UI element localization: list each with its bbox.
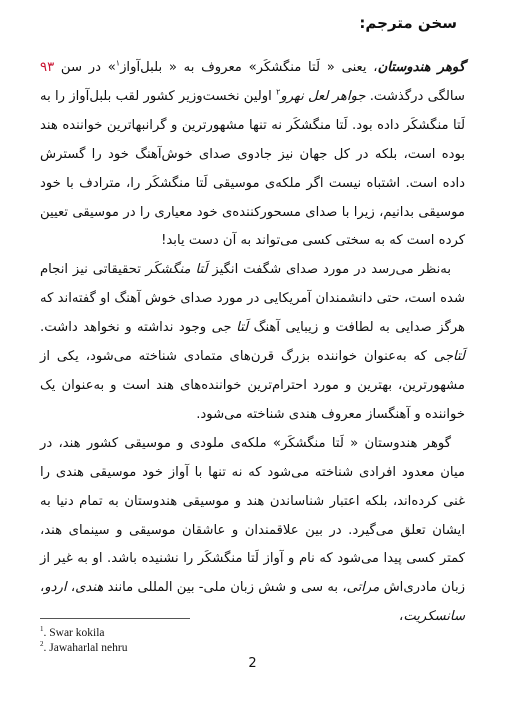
paragraph-1: گوهر هندوستان، یعنی « لَتا منگشکَر» معروف به « بلبل‌آواز$^۱$» در سن ۹۳ سالگی درگذشت. جواهر لعل نهرو$^۲$ اولین نخست‌وزیر کشور لقب بلبل‌آواز را به لَتا منگشکَر داده بود. لَتا منگشکَر نه تنها مشهورترین و گرانبهاترین خواننده هند بوده است، بلکه در کل جهان نیز جادوی صدای خوش‌آهنگ خود را گسترش داده است. اشتباه نیست اگر ملکه‌ی موسیقی لَتا منگشکَر را، مترادف با خود موسیقی بدانیم، زیرا با صدای مسحورکننده‌ی خود معیاری را در موسیقی تعیین کرده است که به سختی کسی می‌تواند به آن دست یابد! [40, 58, 465, 249]
language-hindi: هندی [75, 580, 104, 596]
lataji-name: لَتا جی [211, 320, 249, 336]
page-number: 2 [248, 656, 257, 671]
lata-name: لَتا منگشکَر [145, 262, 208, 278]
section-heading: سخن مترجم: [359, 14, 457, 32]
footnote-divider [40, 618, 190, 619]
paragraph-3: گوهر هندوستان « لَتا منگشکَر» ملکه‌ی ملودی و موسیقی کشور هند، در میان معدود افرادی شناخته می‌شود که نه تنها با آواز خود موسیقی هندی را غنی کرده‌اند، بلکه اعتبار شناساندن هند و موسیقی هندوستان به تمام دنیا به ایشان تعلق می‌گیرد. در بین علاقمندان و عاشقان موسیقی و سینمای هند، کمتر کسی پیدا می‌شود که نام و آواز لَتا منگشکَر را نشنیده باشد. او به غیر از زبان مادری‌اش مراتی، به سی و شش زبان ملی- بین المللی مانند هندی، اردو، سانسکریت، [40, 435, 465, 625]
footnote-item: $^2$. Jawaharlal nehru [40, 640, 128, 654]
footnote-ref-2: ۲ [276, 87, 281, 97]
nehru-name: جواهر لعل نهرو [280, 88, 366, 104]
language-marathi: مراتی [346, 580, 380, 596]
language-urdu: اردو [44, 580, 67, 596]
footnotes [40, 626, 127, 656]
footnote-ref-1: ۱ [115, 58, 121, 68]
footnote-item: $^1$. Swar kokila [40, 625, 105, 639]
age-number: ۹۳ [40, 60, 55, 75]
language-sanskrit: سانسکریت [403, 609, 465, 625]
body-text [40, 54, 465, 632]
paragraph-2: به‌نظر می‌رسد در مورد صدای شگفت انگیز لَتا منگشکَر تحقیقاتی نیز انجام شده است، حتی دانشمندان آمریکایی در مورد صدای خوش آهنگ او گفته‌اند که هرگز صدایی به لطافت و زیبایی آهنگ لَتا جی وجود نداشته و نخواهد داشت. لَتاجی که به‌عنوان خواننده بزرگ قرن‌های متمادی شناخته می‌شود، یکی از مشهورترین، بهترین و مورد احترام‌ترین خواننده‌های هند است و به‌عنوان یک خواننده و آهنگساز معروف هندی شناخته می‌شود. [40, 262, 465, 422]
lataji-name: لَتاجی [433, 349, 465, 365]
gohar-term: گوهر هندوستان [377, 60, 465, 75]
